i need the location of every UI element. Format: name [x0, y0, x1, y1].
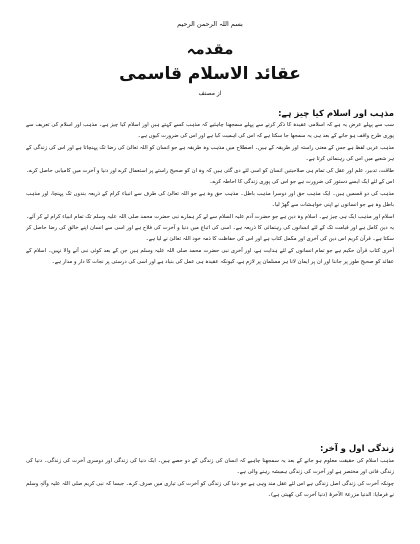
author-byline: از مصنف [198, 90, 222, 97]
body-paragraph: مذہب اسلام کی حقیقت معلوم ہو جانے کے بعد یہ سمجھنا چاہیے کہ انسان کی زندگی کے دو حصے ہیں۔ ایک دنیا کی زندگی اور دوسری آخرت کی زندگی۔ دنیا کی زندگی فانی اور مختصر ہے اور آخرت کی زندگی ہمیشہ رہنے والی ہے۔ [26, 458, 394, 475]
body-paragraph: چونکہ آخرت کی زندگی اصل زندگی ہے اس لئے عقل مند وہی ہے جو دنیا کی زندگی کو آخرت کی تیاری میں صرف کرے۔ جیسا کہ نبی کریم صلی اللہ علیہ وآلہٖ وسلم نے فرمایا: الدنیا مزرعۃ الآخرۃ (دنیا آخرت کی کھیتی ہے)۔ [26, 481, 394, 498]
section-body-life-first-and-last [26, 456, 394, 540]
body-paragraph: مذہب کی دو قسمیں ہیں۔ ایک مذہب حق اور دوسرا مذہب باطل۔ مذہب حق وہ ہے جو اللہ تعالیٰ کی طرف سے انبیاء کرام کے ذریعہ بندوں تک پہنچا، اور مذہب باطل وہ ہے جو انسانوں نے اپنی خواہشات سے گھڑ لیا۔ [26, 191, 394, 208]
body-paragraph: اسلام اور مذہب ایک ہی چیز ہے۔ اسلام وہ دین ہے جو حضرت آدم علیہ السلام سے لے کر ہمارے نبی حضرت محمد صلی اللہ علیہ وسلم تک تمام انبیاء کرام لے کر آئے۔ یہ دین کامل ہے اور قیامت تک کے لئے انسانوں کی رہنمائی کا ذریعہ ہے۔ اسی کی اتباع میں دنیا و آخرت کی فلاح ہے اور اسی سے انسان اپنے خالق کی رضا حاصل کر سکتا ہے۔ قرآن کریم اس دین کی آخری اور مکمل کتاب ہے اور اس کی حفاظت کا ذمہ خود اللہ تعالیٰ نے لیا ہے۔ [26, 214, 394, 242]
page-title: مقدمہ [186, 40, 234, 58]
section-body-religion-and-islam [26, 120, 394, 450]
section-heading-religion-and-islam: مذہب اور اسلام کیا چیز ہے: [278, 109, 394, 119]
section-heading-life-first-and-last: زندگی اول و آخر: [320, 444, 394, 454]
body-paragraph: طاقت، تدبیر، علم اور عقل کی تمام ہی صلاحیتیں انسان کو اسی لئے دی گئی ہیں کہ وہ ان کو صحیح راستے پر استعمال کرے اور دنیا و آخرت میں کامیابی حاصل کرے۔ اس کے لئے ایک ایسے دستور کی ضرورت ہے جو اس کی پوری زندگی کا احاطہ کرے۔ [26, 168, 394, 185]
body-paragraph: مذہب عربی لفظ ہے جس کے معنی راستہ اور طریقہ کے ہیں۔ اصطلاح میں مذہب وہ طریقہ ہے جو انسان کو اللہ تعالیٰ کی رضا تک پہنچاتا ہے اور اس کی زندگی کے ہر شعبے میں اس کی رہنمائی کرتا ہے۔ [26, 145, 394, 162]
body-paragraph: آخری کتاب قرآن حکیم ہے جو تمام انسانوں کے لئے ہدایت ہے، اور آخری نبی حضرت محمد صلی اللہ علیہ وسلم ہیں جن کے بعد کوئی نبی آنے والا نہیں۔ اسلام کے عقائد کو صحیح طور پر جاننا اور ان پر ایمان لانا ہر مسلمان پر لازم ہے، کیونکہ عقیدہ ہی عمل کی بنیاد ہے اور اسی کی درستی پر نجات کا دار و مدار ہے۔ [26, 248, 394, 265]
body-paragraph: سب سے پہلے عرض یہ ہے کہ اسلامی عقیدہ کا ذکر کرنے سے پہلے سمجھنا چاہئیے کہ مذہب کسے کہتے ہیں اور اسلام کیا چیز ہے۔ مذہب اور اسلام کی تعریف سے پوری طرح واقف ہو جانے کے بعد ہی یہ سمجھا جا سکتا ہے کہ اس کی اہمیت کیا ہے اور اس کی ضرورت کیوں ہے۔ [26, 122, 394, 139]
book-title: عقائد الاسلام قاسمی [119, 64, 301, 84]
bismillah: بسم اللہ الرحمن الرحیم [177, 20, 243, 28]
